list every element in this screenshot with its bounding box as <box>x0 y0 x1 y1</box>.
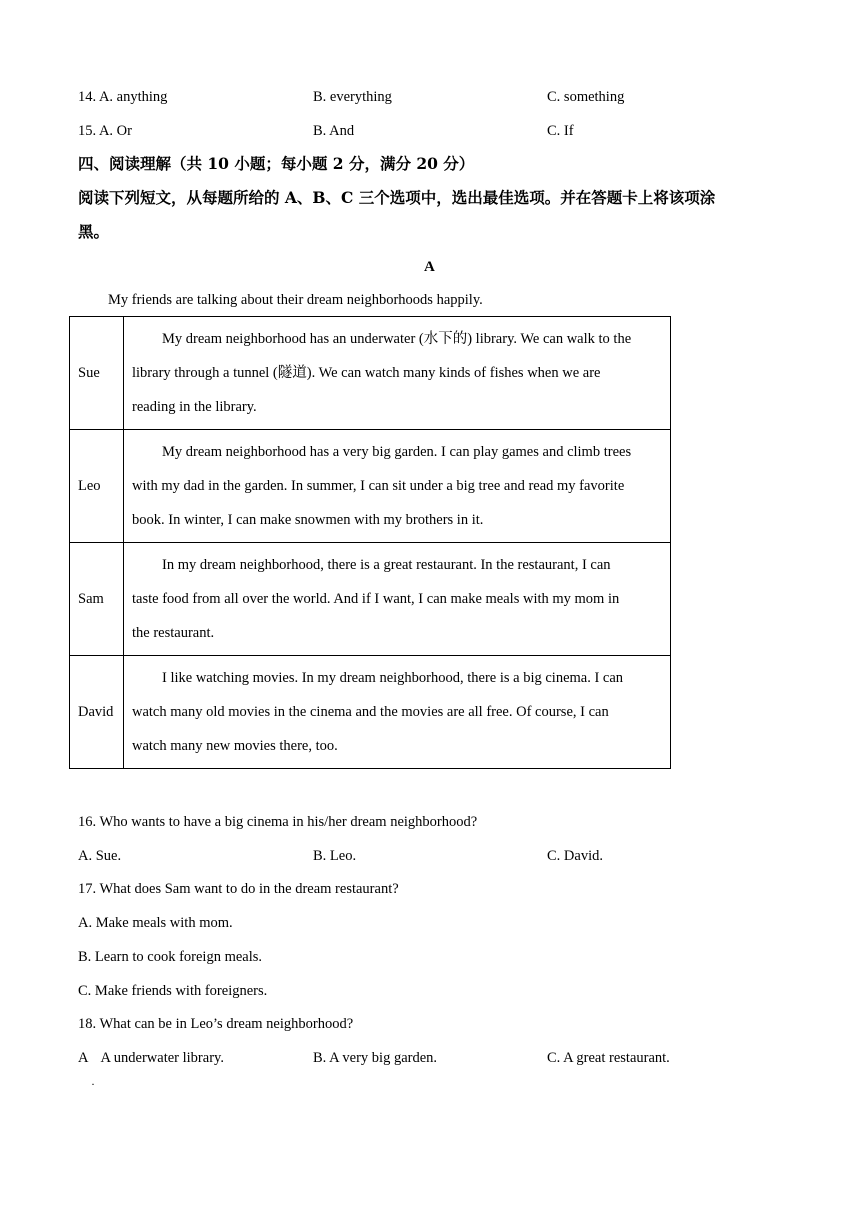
question-18-option-b: B. A very big garden. <box>313 1050 438 1066</box>
question-18-option-c: C. A great restaurant. <box>547 1050 670 1066</box>
question-16-option-c: C. David. <box>547 848 603 864</box>
speaker-name: Sue <box>70 317 124 430</box>
question-18-option-a: A . A underwater library. <box>78 1050 224 1088</box>
question-16-option-a: A. Sue. <box>78 848 122 864</box>
section-heading: 四、阅读理解（共 10 小题；每小题 2 分，满分 20 分） <box>78 154 475 173</box>
question-16-stem: 16. Who wants to have a big cinema in his/her dream neighborhood? <box>78 814 478 830</box>
question-14-option-b: B. everything <box>313 89 392 105</box>
question-17-option-b: B. Learn to cook foreign meals. <box>78 949 263 965</box>
question-16-option-b: B. Leo. <box>313 848 357 864</box>
passage-label: A <box>424 259 435 275</box>
question-17-option-c: C. Make friends with foreigners. <box>78 983 268 999</box>
passage-intro: My friends are talking about their dream neighborhoods happily. <box>108 292 483 308</box>
question-14-option-a: 14. A. anything <box>78 89 168 105</box>
question-18-stem: 18. What can be in Leo’s dream neighborhood? <box>78 1016 354 1032</box>
speaker-name: Leo <box>70 430 124 543</box>
speaker-name: David <box>70 656 124 769</box>
section-instruction-continued: 黑。 <box>78 222 110 241</box>
speaker-name: Sam <box>70 543 124 656</box>
question-14-option-c: C. something <box>547 89 625 105</box>
table-row <box>70 656 671 769</box>
question-15-option-a: 15. A. Or <box>78 123 132 139</box>
speaker-text: My dream neighborhood has a very big garden. I can play games and climb trees with my dad in the garden. In summer, I can sit under a big tree and read my favorite book. In winter, I can make snowmen with my brothers in it. <box>124 430 671 543</box>
speaker-text: My dream neighborhood has an underwater (水下的) library. We can walk to the library through a tunnel (隧道). We can watch many kinds of fishes when we are reading in the library. <box>124 317 671 430</box>
speaker-text: In my dream neighborhood, there is a great restaurant. In the restaurant, I can taste food from all over the world. And if I want, I can make meals with my mom in the restaurant. <box>124 543 671 656</box>
section-instruction: 阅读下列短文，从每题所给的 A、B、C 三个选项中，选出最佳选项。并在答题卡上将该项涂 <box>78 188 716 207</box>
question-17-option-a: A. Make meals with mom. <box>78 915 233 931</box>
question-15-option-b: B. And <box>313 123 355 139</box>
table-row <box>70 543 671 656</box>
table-row <box>70 430 671 543</box>
passage-table <box>69 316 671 769</box>
table-row <box>70 317 671 430</box>
speaker-text: I like watching movies. In my dream neighborhood, there is a big cinema. I can watch many old movies in the cinema and the movies are all free. Of course, I can watch many new movies there, too. <box>124 656 671 769</box>
question-15-option-c: C. If <box>547 123 574 139</box>
question-17-stem: 17. What does Sam want to do in the dream restaurant? <box>78 881 399 897</box>
